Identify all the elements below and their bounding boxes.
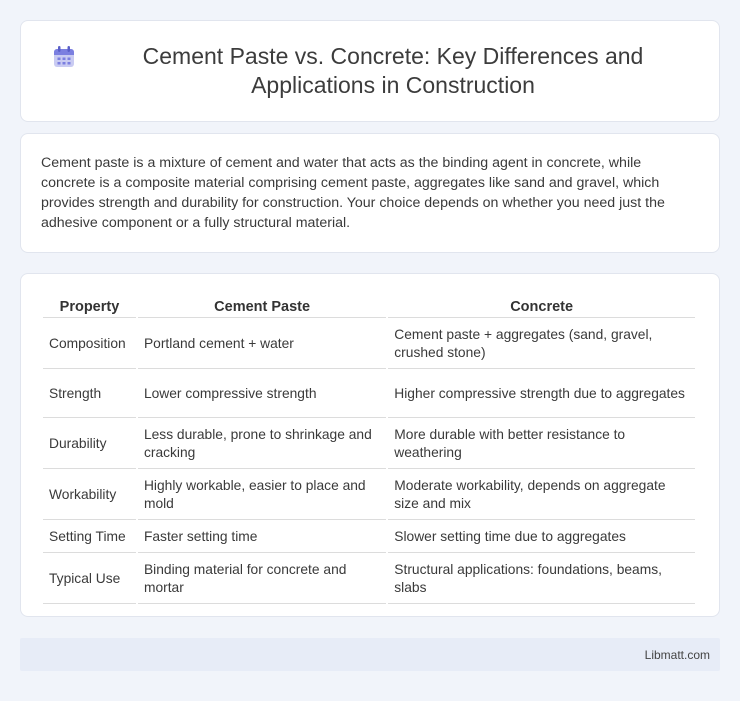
table-row xyxy=(43,555,695,604)
table-header-row xyxy=(43,296,695,318)
row-cement-paste: Lower compressive strength xyxy=(138,371,386,418)
header-concrete: Concrete xyxy=(388,296,695,318)
row-cement-paste: Binding material for concrete and mortar xyxy=(138,555,386,604)
row-concrete: Cement paste + aggregates (sand, gravel, crushed stone) xyxy=(388,320,695,369)
footer xyxy=(20,638,720,671)
table-row xyxy=(43,522,695,553)
row-concrete: Moderate workability, depends on aggregate size and mix xyxy=(388,471,695,520)
table-row xyxy=(43,320,695,369)
header-cement-paste: Cement Paste xyxy=(138,296,386,318)
row-cement-paste: Highly workable, easier to place and mold xyxy=(138,471,386,520)
footer-site-link[interactable]: Libmatt.com xyxy=(644,647,710,662)
row-property: Typical Use xyxy=(43,555,136,604)
row-cement-paste: Portland cement + water xyxy=(138,320,386,369)
row-property: Setting Time xyxy=(43,522,136,553)
comparison-table-card xyxy=(20,273,720,617)
intro-card xyxy=(20,133,720,253)
row-property: Composition xyxy=(43,320,136,369)
row-property: Durability xyxy=(43,420,136,469)
title-card xyxy=(20,20,720,122)
row-concrete: Higher compressive strength due to aggregates xyxy=(388,371,695,418)
row-cement-paste: Less durable, prone to shrinkage and cracking xyxy=(138,420,386,469)
table-row xyxy=(43,471,695,520)
row-concrete: Slower setting time due to aggregates xyxy=(388,522,695,553)
row-property: Workability xyxy=(43,471,136,520)
comparison-table xyxy=(41,294,697,606)
header-property: Property xyxy=(43,296,136,318)
row-property: Strength xyxy=(43,371,136,418)
title-wrap xyxy=(21,21,719,121)
row-cement-paste: Faster setting time xyxy=(138,522,386,553)
row-concrete: More durable with better resistance to weathering xyxy=(388,420,695,469)
page-title: Cement Paste vs. Concrete: Key Differences and Applications in Construction xyxy=(142,43,644,98)
intro-paragraph: Cement paste is a mixture of cement and water that acts as the binding agent in concrete, while concrete is a composite material comprising cement paste, aggregates like sand and gravel, which provides strength and durability for construction. Your choice depends on whether you need just the adhesive component or a fully structural material. xyxy=(41,155,665,231)
table-row xyxy=(43,371,695,418)
table-row xyxy=(43,420,695,469)
calendar-icon xyxy=(51,44,77,70)
row-concrete: Structural applications: foundations, beams, slabs xyxy=(388,555,695,604)
